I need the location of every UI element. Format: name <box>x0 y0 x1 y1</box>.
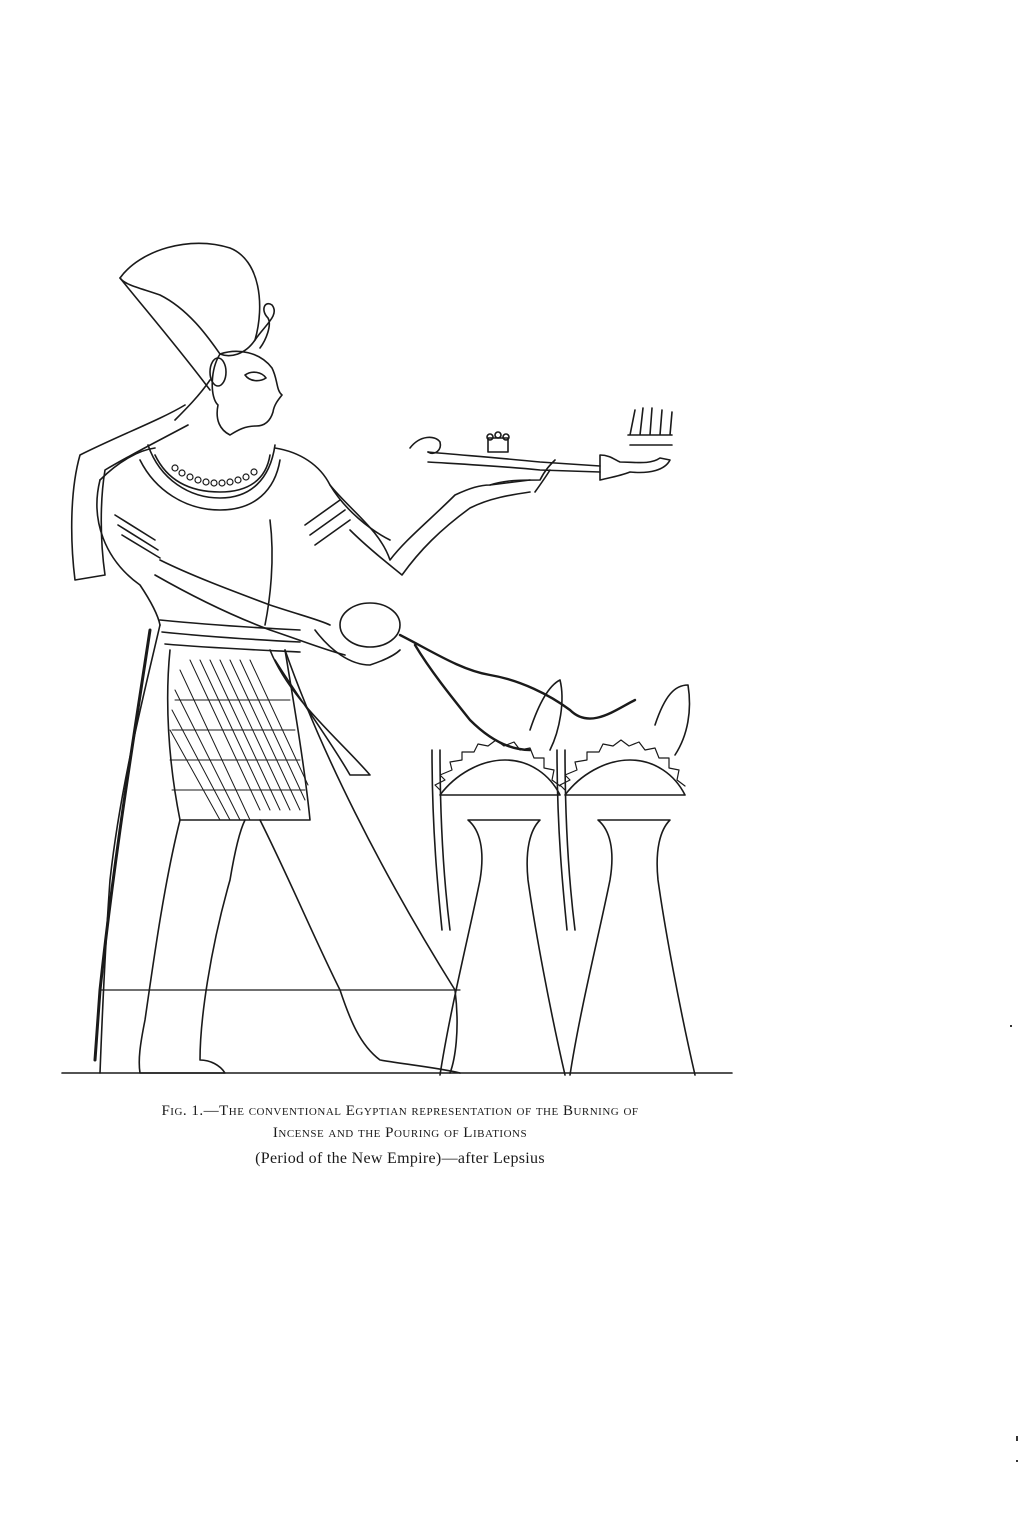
kilt-outline <box>168 650 310 820</box>
figure-illustration <box>60 230 740 1080</box>
caption-title-line-1: Fig. 1.—The conventional Egyptian representation of the Burning of <box>161 1103 639 1119</box>
head <box>212 351 282 435</box>
torso <box>100 448 390 540</box>
caption-title-line-2: Incense and the Pouring of Libations <box>272 1125 528 1141</box>
crown-line <box>120 278 210 390</box>
offering-stand-left <box>432 680 565 1075</box>
flame-teeth-left <box>435 740 560 790</box>
kilt-hatching <box>170 660 308 820</box>
white-crown <box>120 243 260 355</box>
robe-back <box>100 625 160 1073</box>
ear <box>210 358 226 386</box>
streamer <box>72 405 188 580</box>
collar-beads <box>172 465 257 486</box>
arm-band-left <box>115 515 160 558</box>
eye-icon <box>245 372 266 381</box>
front <box>265 520 272 625</box>
arm-band-right <box>305 500 350 545</box>
libation-vase <box>340 603 400 647</box>
flame-icon <box>628 408 672 445</box>
offering-hand <box>490 460 555 492</box>
flame-teeth-right <box>560 740 685 790</box>
figure-caption <box>60 1100 740 1168</box>
back-leg <box>139 820 245 1073</box>
front-leg <box>260 820 460 1073</box>
belt <box>160 620 300 652</box>
caption-attribution: (Period of the New Empire)—after Lepsius <box>255 1150 545 1167</box>
censer-flame-cup <box>600 455 670 480</box>
libation-hand <box>315 630 400 665</box>
chin-strap <box>175 380 210 420</box>
offering-stand-right <box>557 685 695 1075</box>
censer <box>410 408 672 480</box>
